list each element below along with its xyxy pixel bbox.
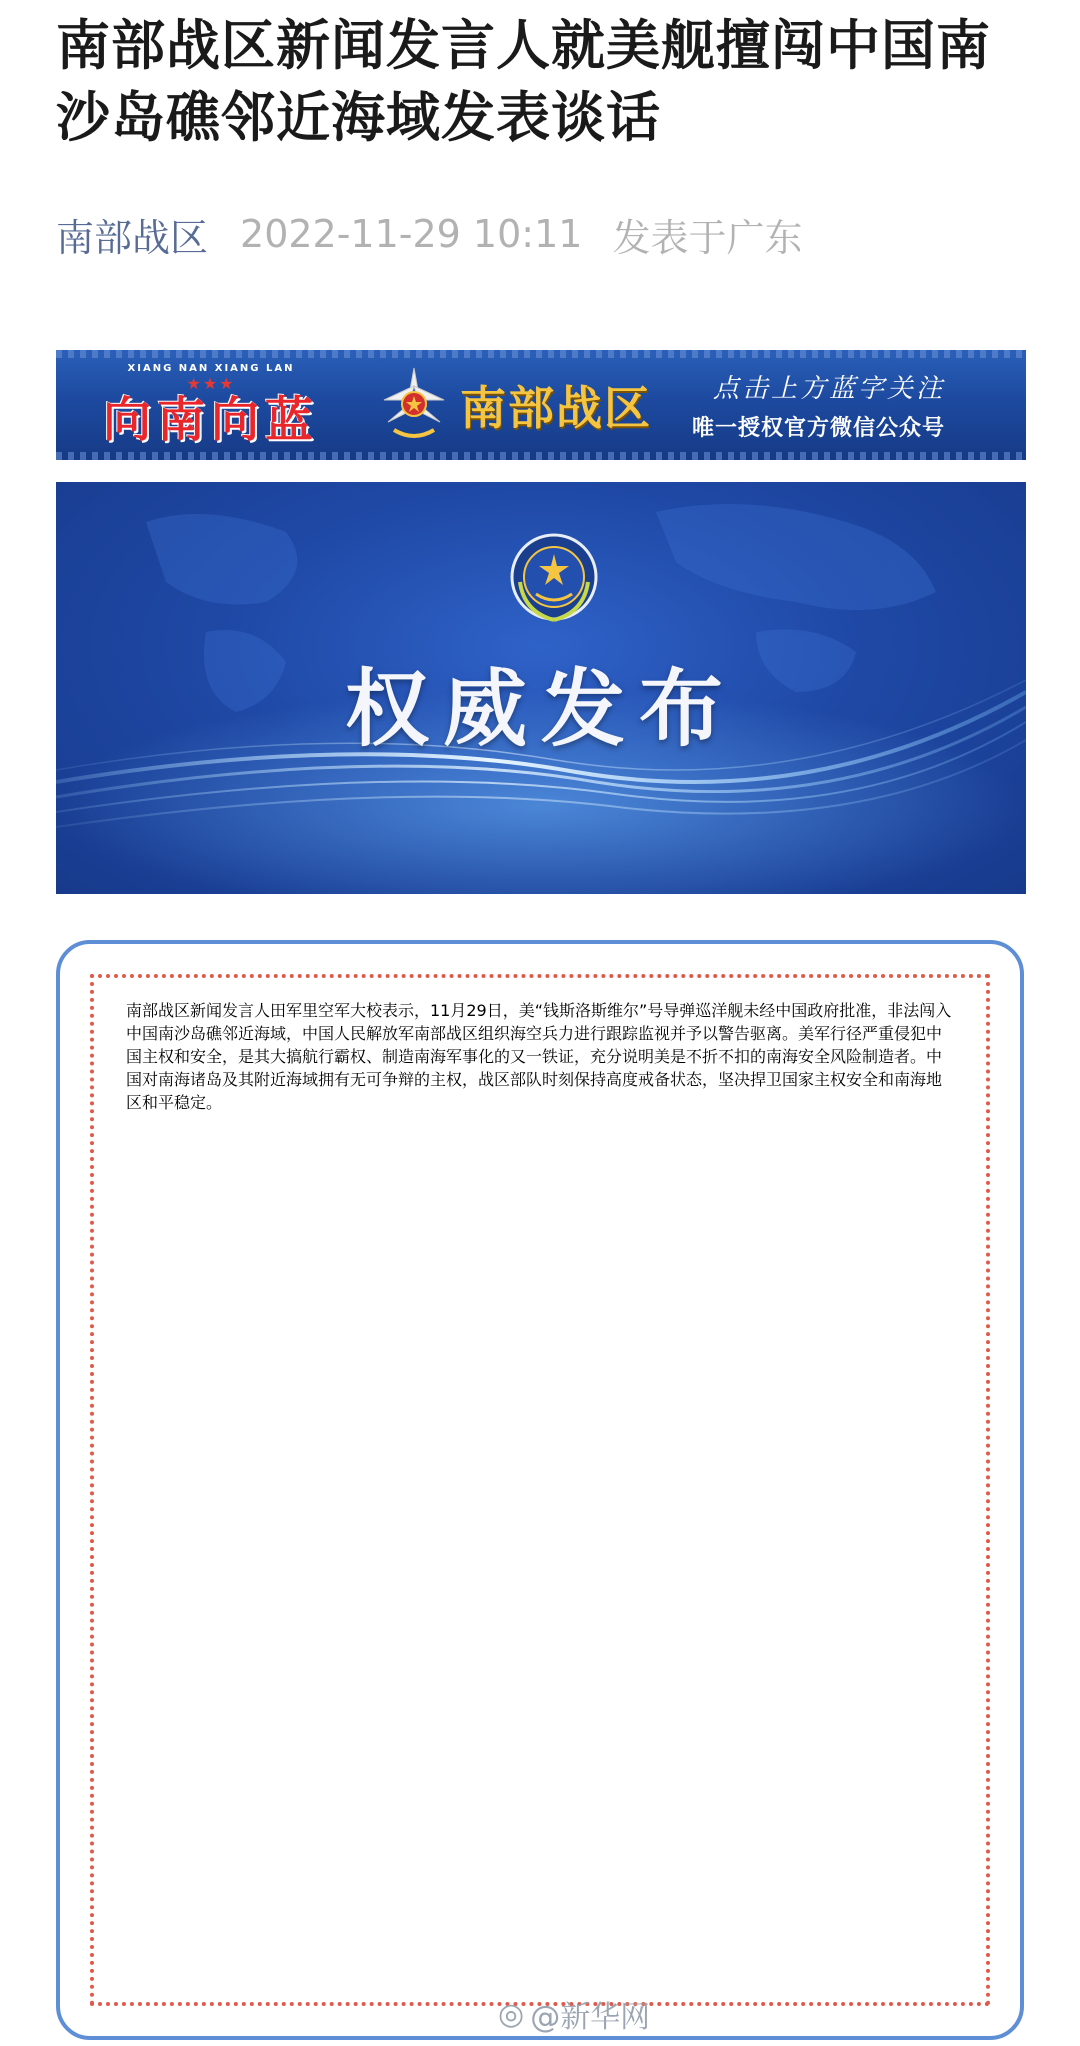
banner-brand: 南部战区 [460,381,652,435]
banner-follow-block [692,368,945,442]
southern-theater-seal-icon [506,522,602,632]
watermark [498,1992,650,2036]
hero-title: 权威发布 [344,659,737,758]
banner-pinyin [128,363,295,374]
statement-text-wrap [56,940,1024,2040]
article-meta [56,206,802,262]
banner-pinyin-text: XIANG NAN XIANG LAN [127,363,295,374]
banner-subtitle: 唯一授权官方微信公众号 [692,416,946,441]
publish-date: 2022-11-29 10:11 [240,212,583,256]
follow-banner[interactable] [56,350,1026,460]
star-icon: ★★★ [186,374,236,393]
banner-follow-hint: 点击上方蓝字关注 [713,374,946,404]
statement-text: 南部战区新闻发言人田军里空军大校表示，11月29日，美“钱斯洛斯维尔”号导弹巡洋舰未经中国政府批准，非法闯入中国南沙岛礁邻近海域，中国人民解放军南部战区组织海空兵力进行跟踪监视并予以警告驱离。美军行径严重侵犯中国主权和安全，是其大搞航行霸权、制造南海军事化的又一铁证，充分说明美是不折不扣的南海安全风险制造者。中国对南海诸岛及其附近海域拥有无可争辩的主权，战区部队时刻保持高度戒备状态，坚决捍卫国家主权安全和南海地区和平稳定。 [126,1001,952,1112]
banner-slogan-block [56,350,366,460]
author-link[interactable]: 南部战区 [56,215,209,260]
weibo-icon: ◎ [498,1996,525,2032]
publish-location: 发表于广东 [612,215,803,260]
army-emblem-icon [374,360,454,450]
article-title: 南部战区新闻发言人就美舰擅闯中国南沙岛礁邻近海域发表谈话 [56,14,991,149]
authority-release-image [56,482,1026,894]
watermark-text: @新华网 [530,2000,651,2035]
banner-slogan: 向南向蓝 [102,392,319,448]
